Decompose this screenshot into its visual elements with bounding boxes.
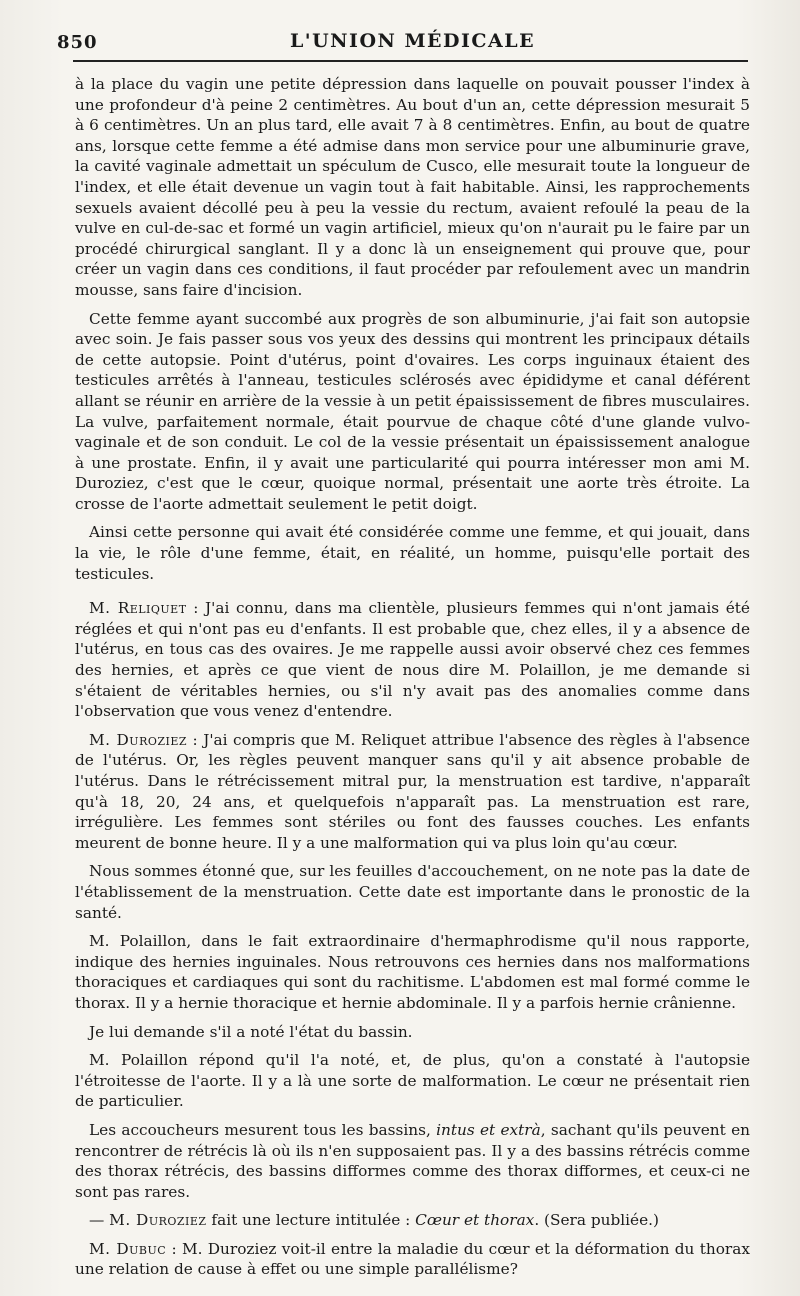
paragraph-text: : M. Duroziez voit-il entre la maladie du cœur et la déformation du thorax une relation de cause à effet ou une simple parallélisme? bbox=[75, 1239, 750, 1279]
speaker-name: M. Duroziez bbox=[109, 1211, 207, 1230]
paragraph-reliquet bbox=[75, 598, 750, 722]
paragraph-text: : J'ai connu, dans ma clientèle, plusieurs femmes qui n'ont jamais été réglées et qui n'ont pas eu d'enfants. Il est probable que, chez elles, il y a absence de l'utérus, en tous cas des ovaires. Je me rappelle aussi avoir observé chez ces femmes des hernies, et après ce que vient de nous dire M. Polaillon, je me demande si s'étaient de véritables hernies, ou s'il n'y avait pas des anomalies comme dans l'observation que vous venez d'entendre. bbox=[75, 599, 750, 721]
article-body bbox=[75, 74, 750, 1280]
paragraph-accoucheurs bbox=[75, 1120, 750, 1202]
speaker-name: M. Reliquet bbox=[89, 599, 187, 618]
lecture-title: Cœur et thorax bbox=[415, 1211, 535, 1230]
running-head bbox=[57, 30, 750, 56]
paragraph-conclusion: Ainsi cette personne qui avait été considérée comme une femme, et qui jouait, dans la vie, le rôle d'une femme, était, en réalité, un homme, puisqu'elle portait des testicules. bbox=[75, 523, 750, 583]
paragraph-autopsie: Cette femme ayant succombé aux progrès de son albuminurie, j'ai fait son autopsie avec soin. Je fais passer sous vos yeux des dessins qui montrent les principaux détails de cette autopsie. Point d'utérus, point d'ovaires. Les corps inguinaux étaient des testicules arrêtés à l'anneau, testicules sclérosés avec épididyme et canal déférent allant se réunir en arrière de la vessie à un petit épaississement de fibres musculaires. La vulve, parfaitement normale, était pourvue de chaque côté d'une glande vulvo-vaginale et de son conduit. Le col de la vessie présentait un épaississement analogue à une prostate. Enfin, il y avait une particularité qui pourra intéresser mon ami M. Duroziez, c'est que le cœur, quoique normal, présentait une aorte très étroite. La crosse de l'aorte admettait seulement le petit doigt. bbox=[75, 309, 750, 513]
paragraph-menstruation: Nous sommes étonné que, sur les feuilles d'accouchement, on ne note pas la date de l'établissement de la menstruation. Cette date est importante dans le pronostic de la santé. bbox=[75, 862, 750, 922]
paragraph-hernies: M. Polaillon, dans le fait extraordinaire d'hermaphrodisme qu'il nous rapporte, indique des hernies inguinales. Nous retrouvons ces hernies dans nos malformations thoraciques et cardiaques qui sont du rachitisme. L'abdomen est mal formé comme le thorax. Il y a hernie thoracique et hernie abdominale. Il y a parfois hernie crânienne. bbox=[75, 932, 750, 1012]
speaker-name: M. Dubuc bbox=[89, 1239, 167, 1258]
paragraph-text: fait une lecture intitulée : bbox=[206, 1211, 416, 1230]
paragraph-text: , sachant qu'ils peuvent en rencontrer de rétrécis là où ils n'en supposaient pas. Il y a des bassins rétrécis comme des thorax rétrécis, des bassins difformes comme des thorax difformes, et ceux-ci ne sont pas rares. bbox=[75, 1120, 750, 1201]
paragraph-text: : J'ai compris que M. Reliquet attribue l'absence des règles à l'absence de l'utérus. Or, les règles peuvent manquer sans qu'il y ait absence probable de l'utérus. Dans le rétrécissement mitral pur, la menstruation est tardive, n'apparaît qu'à 18, 20, 24 ans, et quelquefois n'apparaît pas. La menstruation est rare, irrégulière. Les femmes sont stériles ou font des fausses couches. Les enfants meurent de bonne heure. Il y a une malformation qui va plus loin qu'au cœur. bbox=[75, 730, 750, 852]
paragraph-text: . (Sera publiée.) bbox=[534, 1211, 659, 1230]
paragraph-dubuc bbox=[75, 1239, 750, 1280]
header-rule bbox=[73, 60, 748, 62]
journal-title: L'UNION MÉDICALE bbox=[289, 30, 536, 52]
paragraph-lecture bbox=[75, 1210, 750, 1231]
speaker-name: M. Duroziez bbox=[89, 730, 188, 749]
page-number: 850 bbox=[57, 32, 98, 53]
paragraph-bassin-question: Je lui demande s'il a noté l'état du bassin. bbox=[89, 1022, 413, 1041]
latin-phrase: intus et extrà bbox=[436, 1120, 541, 1139]
paragraph-duroziez bbox=[75, 730, 750, 854]
paragraph-text: Les accoucheurs mesurent tous les bassins, bbox=[89, 1120, 437, 1139]
paragraph-polaillon-reponse: M. Polaillon répond qu'il l'a noté, et, de plus, qu'on a constaté à l'autopsie l'étroitesse de l'aorte. Il y a là une sorte de malformation. Le cœur ne présentait rien de particulier. bbox=[75, 1051, 750, 1111]
dash: — bbox=[89, 1211, 110, 1230]
paragraph-vagin: à la place du vagin une petite dépression dans laquelle on pouvait pousser l'index à une profondeur d'à peine 2 centimètres. Au bout d'un an, cette dépression mesurait 5 à 6 centimètres. Un an plus tard, elle avait 7 à 8 centimètres. Enfin, au bout de quatre ans, lorsque cette femme a été admise dans mon service pour une albuminurie grave, la cavité vaginale admettait un spéculum de Cusco, elle mesurait toute la longueur de l'index, et elle était devenue un vagin tout à fait habitable. Ainsi, les rapprochements sexuels avaient décollé peu à peu la vessie du rectum, avaient refoulé la peau de la vulve en cul-de-sac et formé un vagin artificiel, mieux qu'on n'aurait pu le faire par un procédé chirurgical sanglant. Il y a donc là un enseignement qui prouve que, pour créer un vagin dans ces conditions, il faut procéder par refoulement avec un mandrin mousse, sans faire d'incision. bbox=[75, 75, 750, 299]
